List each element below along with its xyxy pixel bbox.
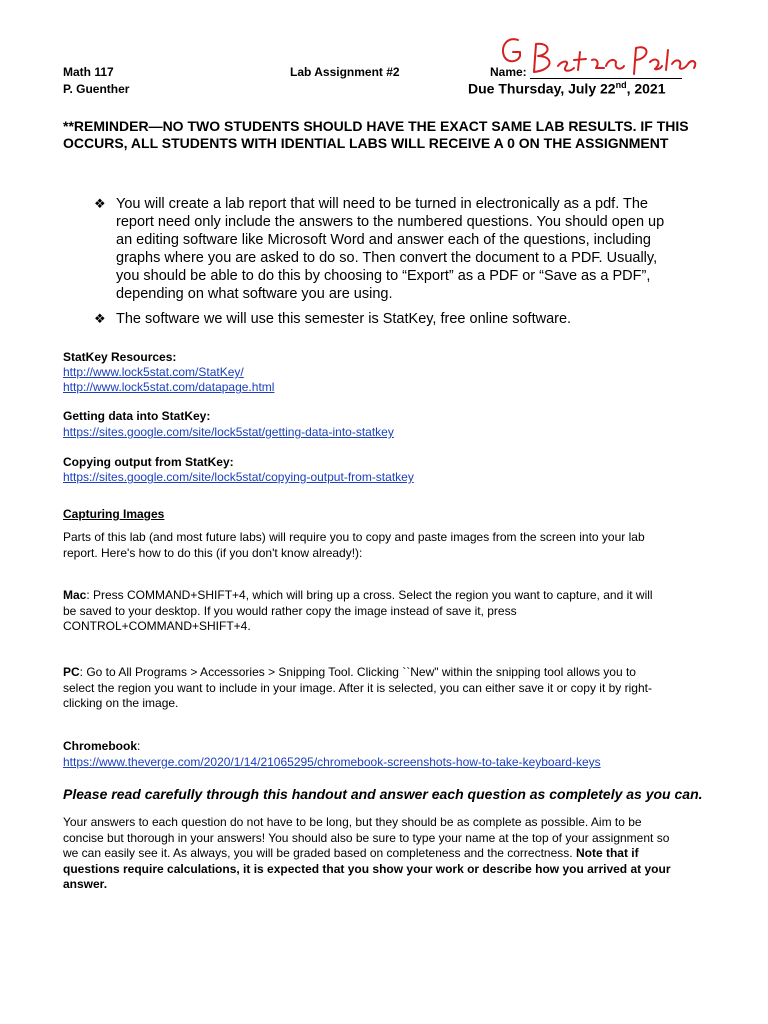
getting-data-link[interactable]: https://sites.google.com/site/lock5stat/getting-data-into-statkey <box>63 425 394 439</box>
read-carefully-note: Please read carefully through this handout and answer each question as completely as you can. <box>63 786 703 802</box>
bullet-software: ❖ The software we will use this semester is StatKey, free online software. <box>94 311 572 327</box>
chromebook-link[interactable]: https://www.theverge.com/2020/1/14/21065295/chromebook-screenshots-how-to-take-keyboard-keys <box>63 755 601 769</box>
mac-instructions: Mac: Press COMMAND+SHIFT+4, which will bring up a cross. Select the region you want to capture, and it will be saved to your desktop. If you would rather copy the image instead of save it, press CONTROL+COMMAND+SHIFT+4. <box>63 588 653 633</box>
capturing-images-title: Capturing Images <box>63 507 165 521</box>
lab-title: Lab Assignment #2 <box>290 65 400 79</box>
pc-instructions: PC: Go to All Programs > Accessories > Snipping Tool. Clicking ``New" within the snipping tool allows you to select the region you want to include in your image. After it is selected, you can either save it or copy it by right- clicking on the image. <box>63 665 652 710</box>
copying-output-title: Copying output from StatKey: <box>63 455 234 469</box>
datapage-link[interactable]: http://www.lock5stat.com/datapage.html <box>63 380 275 394</box>
copying-output-link[interactable]: https://sites.google.com/site/lock5stat/copying-output-from-statkey <box>63 470 414 484</box>
course-label: Math 117 <box>63 65 114 79</box>
pc-label: PC <box>63 665 80 679</box>
reminder-notice: **REMINDER—NO TWO STUDENTS SHOULD HAVE THE EXACT SAME LAB RESULTS. IF THIS OCCURS, ALL STUDENTS WITH IDENTIAL LABS WILL RECEIVE A 0 ON THE ASSIGNMENT <box>63 118 689 151</box>
capturing-intro: Parts of this lab (and most future labs) will require you to copy and paste images from the screen into your lab report. Here's how to do this (if you don't know already!): <box>63 530 645 560</box>
chromebook-label-row: Chromebook: <box>63 739 141 753</box>
chromebook-label: Chromebook <box>63 739 138 753</box>
due-date: Due Thursday, July 22nd, 2021 <box>468 80 666 97</box>
mac-label: Mac <box>63 588 87 602</box>
handwritten-signature <box>500 30 700 86</box>
statkey-link[interactable]: http://www.lock5stat.com/StatKey/ <box>63 365 244 379</box>
name-label: Name: <box>490 65 527 79</box>
instructor-label: P. Guenther <box>63 82 130 96</box>
statkey-resources-title: StatKey Resources: <box>63 350 177 364</box>
bullet-diamond-icon: ❖ <box>94 196 106 211</box>
closing-paragraph: Your answers to each question do not have to be long, but they should be as complete as possible. Aim to be concise but thorough in your answers! You should also be sure to type your name at the top of your assignment so we can easily see it. As always, you will be graded based on completeness and the correctness. Note that if questions require calculations, it is expected that you show your work or describe how you arrived at your answer. <box>63 815 671 891</box>
bullet-diamond-icon: ❖ <box>94 311 106 326</box>
getting-data-title: Getting data into StatKey: <box>63 409 211 423</box>
bullet-lab-report: ❖ You will create a lab report that will need to be turned in electronically as a pdf. The report need only include the answers to the numbered questions. You should open up an editing software like Microsoft Word and answer each of the questions, including graphs where you are asked to do so. Then convert the document to a PDF. Usually, you should be able to do this by choosing to “Export” as a PDF or “Save as a PDF”, depending on what software you are using. <box>94 196 665 302</box>
